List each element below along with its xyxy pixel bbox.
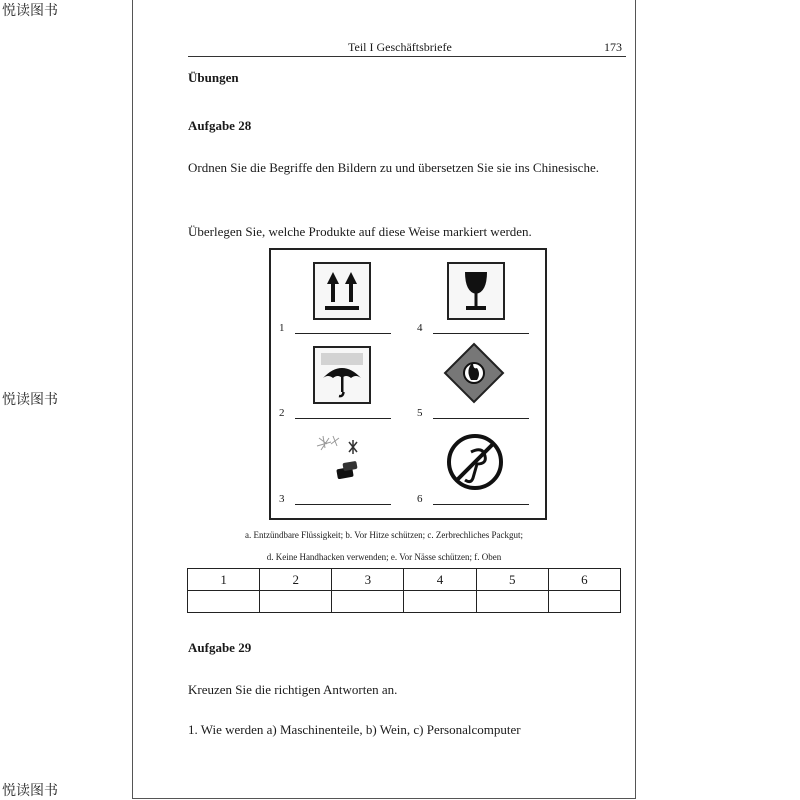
watermark-middle: 悦读图书 <box>2 392 58 408</box>
figure-number: 2 <box>279 407 285 419</box>
answer-line <box>295 504 391 505</box>
table-header-row <box>188 569 621 591</box>
task28-title: Aufgabe 28 <box>188 118 252 133</box>
answer-cell <box>548 591 620 613</box>
caption-line-1: a. Entzündbare Flüssigkeit; b. Vor Hitze schützen; c. Zerbrechliches Packgut; <box>244 530 524 540</box>
table-header-cell: 5 <box>476 569 548 591</box>
figure-number: 6 <box>417 493 423 505</box>
umbrella-icon <box>313 346 371 404</box>
task28-instruction2: Überlegen Sie, welche Produkte auf diese Weise markiert werden. <box>188 224 532 239</box>
task29-question-1: 1. Wie werden a) Maschinenteile, b) Wein, c) Personalcomputer <box>188 722 521 737</box>
header-title: Teil I Geschäftsbriefe <box>348 40 452 54</box>
answer-line <box>433 333 529 334</box>
running-header <box>188 38 626 57</box>
figure-number: 1 <box>279 322 285 334</box>
answer-line <box>295 418 391 419</box>
table-header-cell: 6 <box>548 569 620 591</box>
answer-cell <box>188 591 260 613</box>
answer-line <box>295 333 391 334</box>
book-page <box>132 0 636 799</box>
answer-cell <box>476 591 548 613</box>
symbols-figure <box>269 248 547 520</box>
wine-glass-icon <box>447 262 505 320</box>
flame-diamond-icon <box>443 342 505 404</box>
heat-icon <box>313 432 367 486</box>
table-header-cell: 4 <box>404 569 476 591</box>
section-title: Übungen <box>188 70 239 85</box>
watermark-top: 悦读图书 <box>2 3 58 19</box>
watermark-bottom: 悦读图书 <box>2 783 58 799</box>
answer-cell <box>260 591 332 613</box>
table-header-cell: 1 <box>188 569 260 591</box>
answer-line <box>433 504 529 505</box>
task28-instruction: Ordnen Sie die Begriffe den Bildern zu und übersetzen Sie sie ins Chinesische. <box>188 160 599 175</box>
table-answer-row <box>188 591 621 613</box>
caption-line-2: d. Keine Handhacken verwenden; e. Vor Nässe schützen; f. Oben <box>266 552 502 562</box>
answer-table <box>187 568 621 613</box>
task29-title: Aufgabe 29 <box>188 640 252 655</box>
arrows-up-icon <box>313 262 371 320</box>
table-header-cell: 3 <box>332 569 404 591</box>
task29-instruction: Kreuzen Sie die richtigen Antworten an. <box>188 682 398 697</box>
answer-cell <box>404 591 476 613</box>
answer-cell <box>332 591 404 613</box>
no-hooks-icon <box>445 432 505 492</box>
figure-number: 5 <box>417 407 423 419</box>
page-number: 173 <box>604 40 622 54</box>
figure-number: 4 <box>417 322 423 334</box>
table-header-cell: 2 <box>260 569 332 591</box>
figure-number: 3 <box>279 493 285 505</box>
answer-line <box>433 418 529 419</box>
